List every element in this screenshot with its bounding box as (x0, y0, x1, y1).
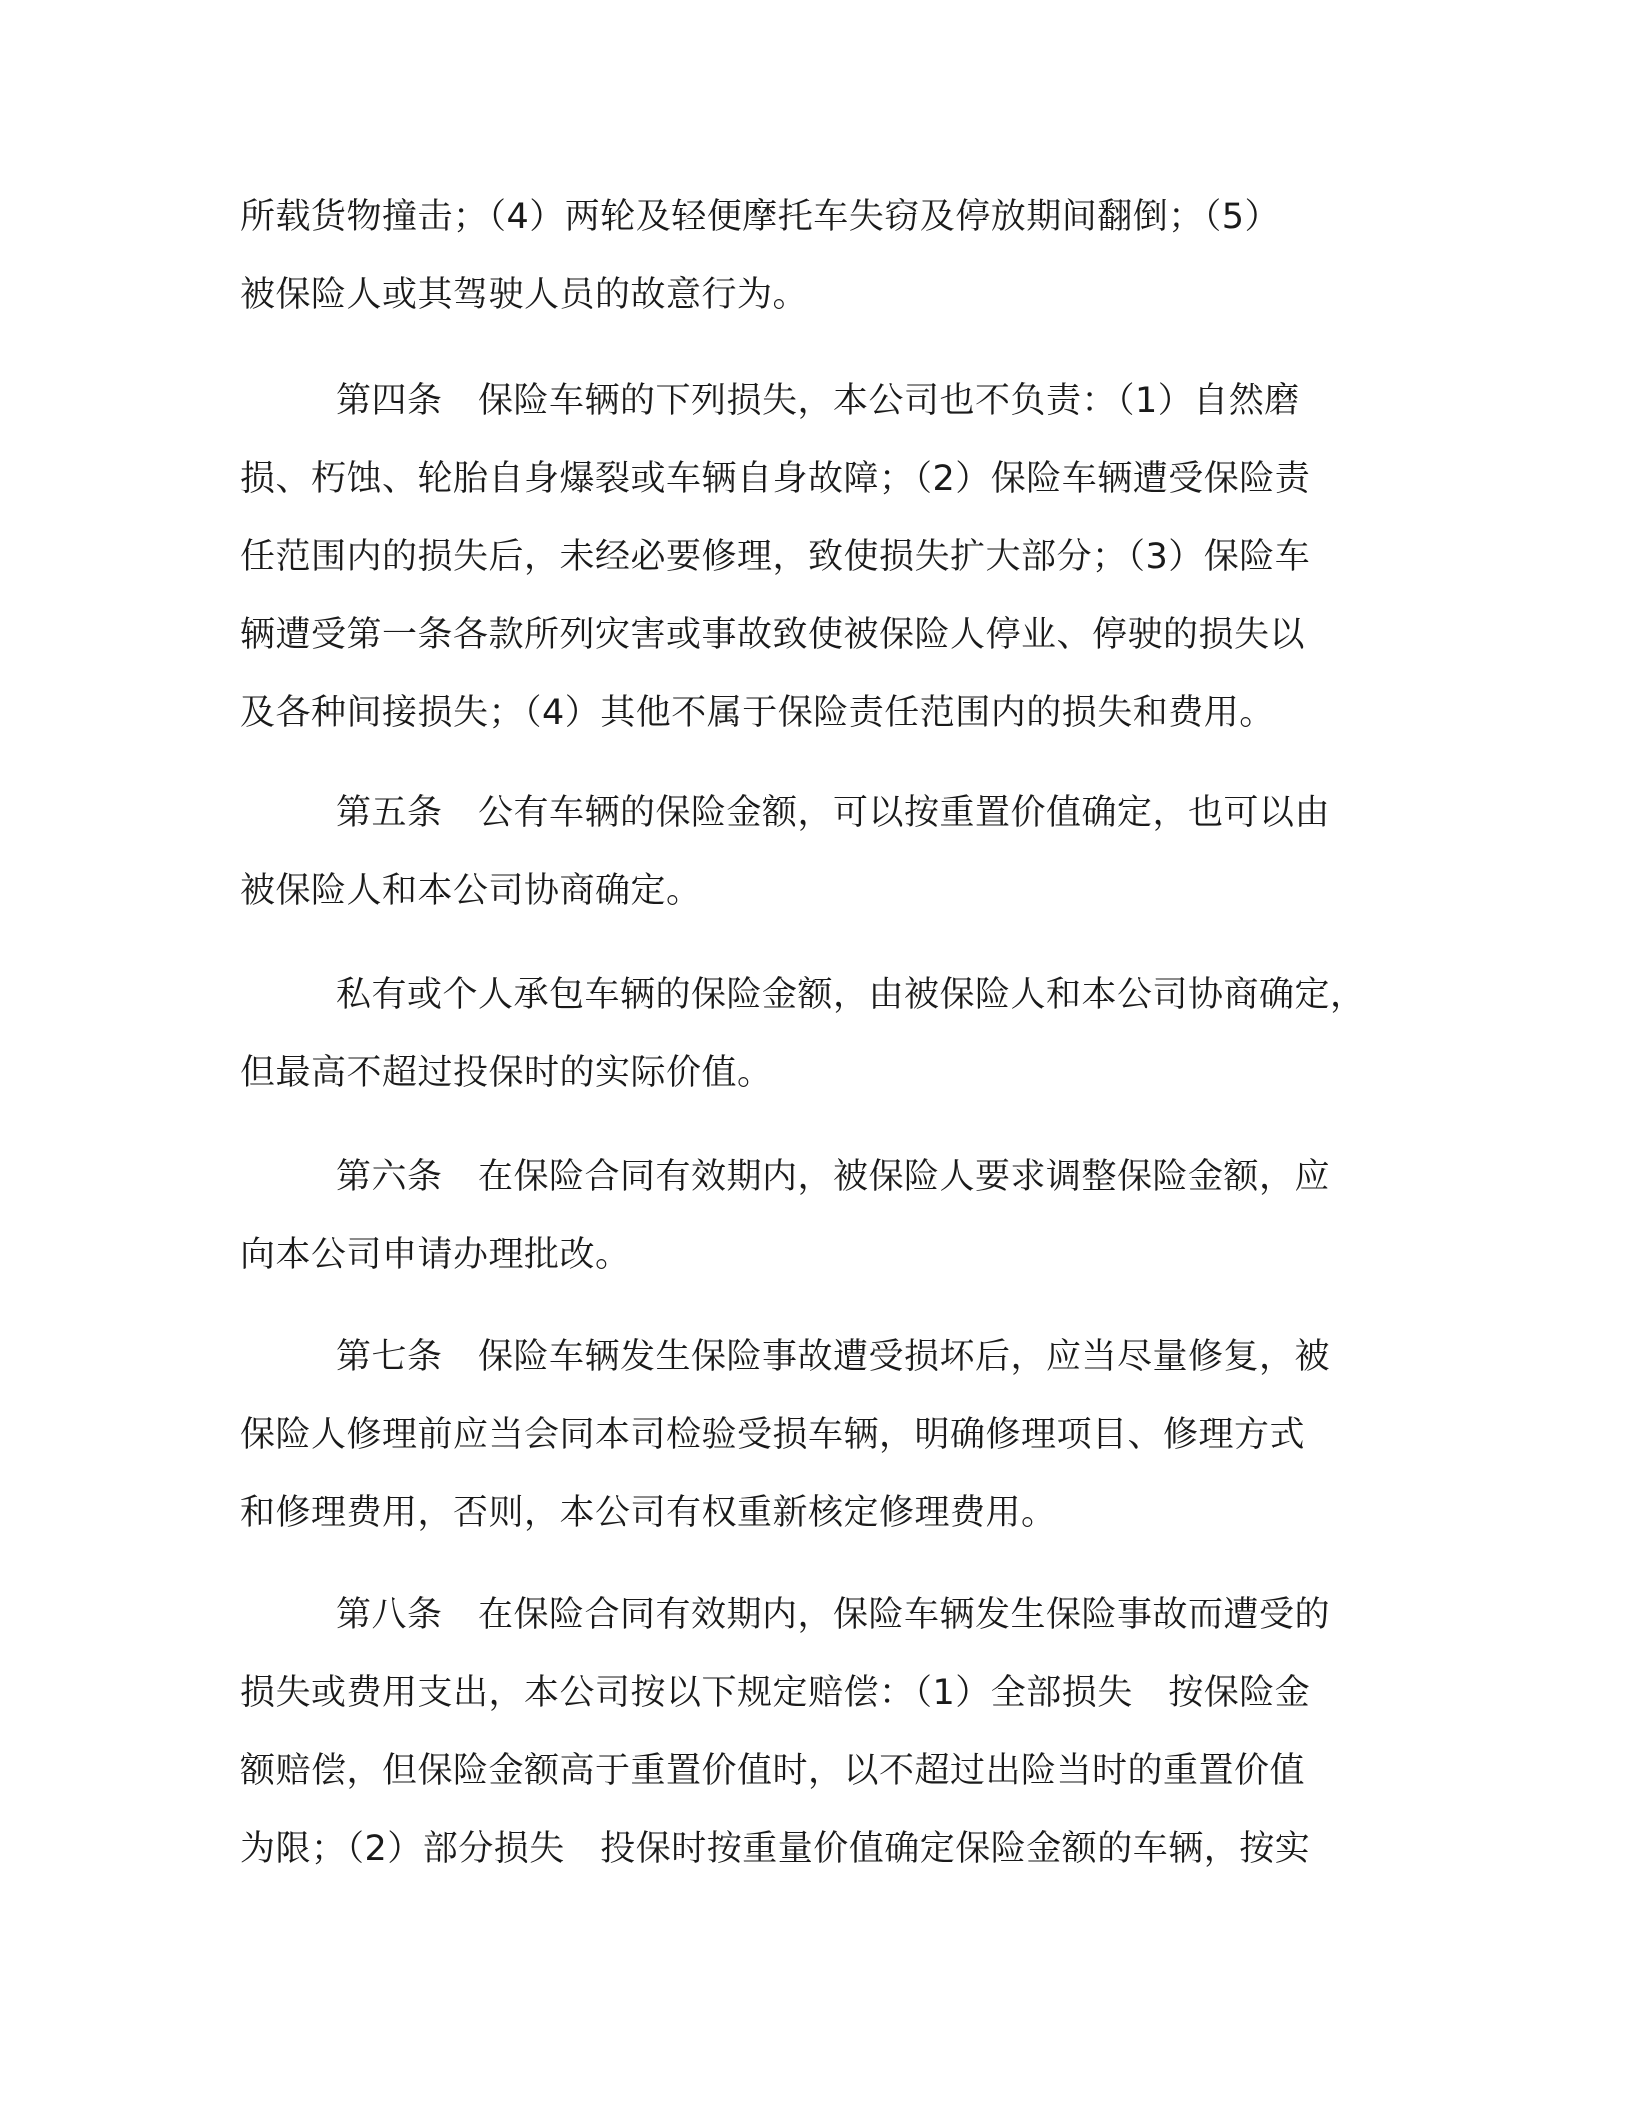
text-line: 被保险人或其驾驶人员的故意行为。 (240, 275, 809, 315)
text-line: 私有或个人承包车辆的保险金额，由被保险人和本公司协商确定， (336, 975, 1366, 1015)
text-line: 损失或费用支出，本公司按以下规定赔偿：（1）全部损失 按保险金 (240, 1673, 1311, 1713)
paragraph (240, 1138, 1400, 1294)
text-line: 和修理费用，否则，本公司有权重新核定修理费用。 (240, 1493, 1057, 1533)
text-line: 及各种间接损失；（4）其他不属于保险责任范围内的损失和费用。 (240, 693, 1275, 733)
text-line: 被保险人和本公司协商确定。 (240, 871, 702, 911)
document-body (240, 362, 1400, 752)
text-line: 损、朽蚀、轮胎自身爆裂或车辆自身故障；（2）保险车辆遭受保险责 (240, 459, 1311, 499)
text-line: 所载货物撞击；（4）两轮及轻便摩托车失窃及停放期间翻倒；（5） (240, 197, 1281, 237)
paragraph (240, 178, 1400, 334)
text-line: 任范围内的损失后，未经必要修理，致使损失扩大部分；（3）保险车 (240, 537, 1311, 577)
text-line: 辆遭受第一条各款所列灾害或事故致使被保险人停业、停驶的损失以 (240, 615, 1306, 655)
document-body (240, 1576, 1400, 1888)
paragraph (240, 362, 1400, 752)
document-body (240, 774, 1400, 930)
text-line: 保险人修理前应当会同本司检验受损车辆，明确修理项目、修理方式 (240, 1415, 1306, 1455)
document-body (240, 178, 1400, 334)
text-line: 第六条 在保险合同有效期内，被保险人要求调整保险金额，应 (336, 1157, 1331, 1197)
paragraph (240, 1318, 1400, 1552)
document-body (240, 1138, 1400, 1294)
document-body (240, 1318, 1400, 1552)
text-line: 第八条 在保险合同有效期内，保险车辆发生保险事故而遭受的 (336, 1595, 1331, 1635)
text-line: 为限；（2）部分损失 投保时按重量价值确定保险金额的车辆，按实 (240, 1829, 1311, 1869)
text-line: 但最高不超过投保时的实际价值。 (240, 1053, 773, 1093)
paragraph (240, 1576, 1400, 1888)
text-line: 向本公司申请办理批改。 (240, 1235, 631, 1275)
paragraph (240, 774, 1400, 930)
text-line: 额赔偿，但保险金额高于重置价值时，以不超过出险当时的重置价值 (240, 1751, 1306, 1791)
text-line: 第四条 保险车辆的下列损失，本公司也不负责：（1）自然磨 (336, 381, 1300, 421)
paragraph (240, 956, 1400, 1112)
text-line: 第五条 公有车辆的保险金额，可以按重置价值确定，也可以由 (336, 793, 1331, 833)
document-body (240, 956, 1400, 1112)
text-line: 第七条 保险车辆发生保险事故遭受损坏后，应当尽量修复，被 (336, 1337, 1331, 1377)
